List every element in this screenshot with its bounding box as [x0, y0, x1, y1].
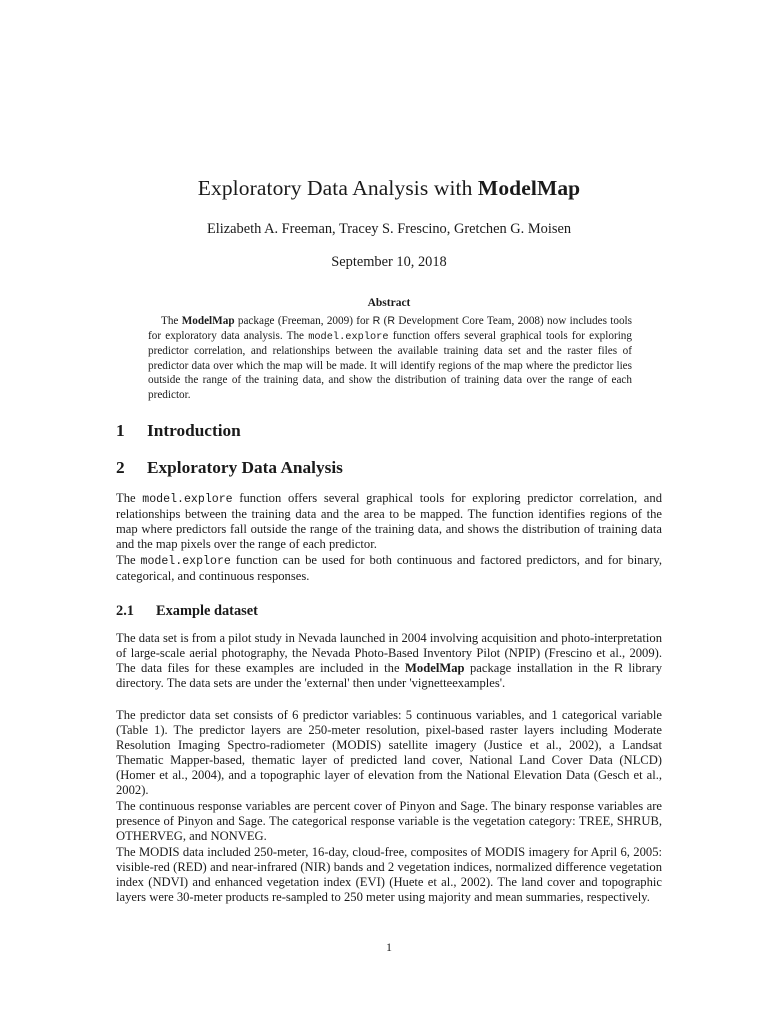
section-heading-exploratory-data-analysis: [116, 457, 343, 479]
body-paragraph: The predictor data set consists of 6 predictor variables: 5 continuous variables, and 1 categorical variable (Table 1). The predictor layers are 250-meter resolution, pixel-based raster layers including Moderate Resolution Imaging Spectro-radiometer (MODIS) satellite imagery (Justice et al., 2002), a Landsat Thematic Mapper-based, thematic layer of predicted land cover, National Land Cover Data (NLCD) (Homer et al., 2004), and a topographic layer of elevation from the National Elevation Data (Gesch et al., 2002).: [116, 708, 662, 798]
page-number: 1: [386, 940, 392, 954]
subsection-title: Example dataset: [156, 603, 258, 619]
abstract-function-name: model.explore: [308, 330, 389, 343]
section-number: 1: [116, 421, 125, 440]
paper-title: [0, 174, 768, 202]
abstract-text-run: The: [161, 315, 182, 327]
abstract-text: [148, 314, 632, 403]
text-run: package installation in the: [464, 661, 615, 676]
abstract-text-run: function offers several graphical tools for exploring predictor correlation, and relationships between the available training data set and the raster files of predictor data over which the map will be made. It will identify regions of the map where the predictor lies outside the range of the training data, and show the distribution of training data over the range of each predictor.: [148, 329, 632, 401]
r-name: R: [614, 661, 623, 676]
section-heading-introduction: [116, 420, 241, 442]
text-run: The: [116, 553, 141, 567]
title-emphasis: ModelMap: [477, 176, 581, 200]
title-prefix: Exploratory Data Analysis with: [197, 176, 478, 200]
abstract-text-run: package (Freeman, 2009) for: [234, 315, 373, 327]
text-run: The: [116, 491, 143, 505]
abstract-heading: Abstract: [367, 297, 411, 309]
body-paragraph: [116, 491, 662, 552]
section-title: Exploratory Data Analysis: [147, 458, 343, 477]
body-paragraph: [116, 631, 662, 691]
section-number: 2: [116, 458, 125, 477]
package-name: ModelMap: [405, 661, 465, 676]
function-name: model.explore: [142, 493, 233, 506]
author-list: Elizabeth A. Freeman, Tracey S. Frescino, Gretchen G. Moisen: [206, 221, 572, 237]
text-run: library directory. The data sets are under the 'external' then under 'vignetteexamples'.: [116, 661, 662, 691]
subsection-number: 2.1: [116, 603, 134, 619]
text-run: function offers several graphical tools for exploring predictor correlation, and relationships between the training data and the area to be mapped. The function identifies regions of the map where predictors fall outside the range of the training data, and shows the distribution of training data and the map pixels over the range of each predictor.: [116, 491, 662, 552]
body-paragraph: [116, 553, 662, 584]
abstract-text-run: (: [380, 315, 388, 327]
subsection-heading-example-dataset: [116, 601, 258, 621]
abstract-r-name: R: [387, 315, 396, 327]
text-run: The data set is from a pilot study in Nevada launched in 2004 involving acquisition and photo-interpretation of large-scale aerial photography, the Nevada Photo-Based Inventory Pilot (NPIP) (Frescino et al., 2009). The data files for these examples are included in the: [116, 631, 662, 676]
abstract-r-name: R: [372, 315, 381, 327]
function-name: model.explore: [140, 555, 231, 568]
abstract-text-run: Development Core Team, 2008) now includes tools for exploratory data analysis. The: [148, 315, 632, 342]
body-paragraph: The MODIS data included 250-meter, 16-day, cloud-free, composites of MODIS imagery for April 6, 2005: visible-red (RED) and near-infrared (NIR) bands and 2 vegetation indices, normalized difference vegetation index (NDVI) and enhanced vegetation index (EVI) (Huete et al., 2002). The land cover and topographic layers were 30-meter products re-sampled to 250 meter using majority and mean summaries, respectively.: [116, 845, 662, 905]
abstract-package-name: ModelMap: [181, 315, 235, 327]
body-paragraph: The continuous response variables are percent cover of Pinyon and Sage. The binary response variables are presence of Pinyon and Sage. The categorical response variable is the vegetation category: TREE, SHRUB, OTHERVEG, and NONVEG.: [116, 799, 662, 844]
text-run: function can be used for both continuous and factored predictors, and for binary, categorical, and continuous responses.: [116, 553, 662, 584]
publication-date: September 10, 2018: [331, 254, 447, 270]
section-title: Introduction: [147, 421, 241, 440]
